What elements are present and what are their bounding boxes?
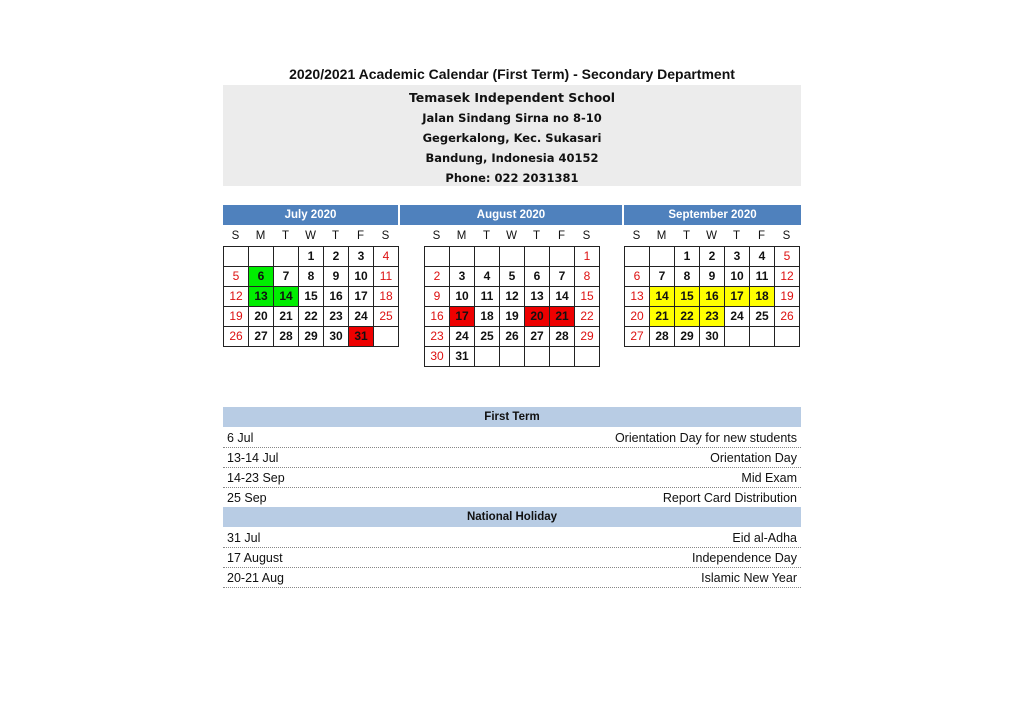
calendar-day-cell: 2 xyxy=(700,247,725,267)
calendar-day-cell: 12 xyxy=(500,287,525,307)
calendar-day-cell: 8 xyxy=(575,267,600,287)
calendar-day-cell: 4 xyxy=(374,247,399,267)
calendar-day-cell: 17 xyxy=(725,287,750,307)
calendar-day-cell: 13 xyxy=(625,287,650,307)
calendar-day-cell: 6 xyxy=(625,267,650,287)
calendar-week-row xyxy=(425,267,600,287)
calendar-day-cell: 7 xyxy=(550,267,575,287)
calendar-day-cell: 6 xyxy=(249,267,274,287)
school-name: Temasek Independent School xyxy=(408,90,616,105)
calendar-day-cell: 9 xyxy=(324,267,349,287)
holiday-date: 20-21 Aug xyxy=(227,571,284,585)
calendar-day-cell: 29 xyxy=(675,327,700,347)
weekday-label: F xyxy=(356,230,365,242)
event-description: Report Card Distribution xyxy=(662,491,797,505)
calendar-day-cell: 15 xyxy=(299,287,324,307)
calendar-day-cell: 16 xyxy=(425,307,450,327)
calendar-empty-cell xyxy=(775,327,800,347)
calendar-day-cell: 25 xyxy=(475,327,500,347)
calendar-day-cell: 20 xyxy=(525,307,550,327)
calendar-day-cell: 2 xyxy=(425,267,450,287)
calendar-day-cell: 8 xyxy=(675,267,700,287)
calendar-day-cell: 28 xyxy=(274,327,299,347)
calendar-day-cell: 19 xyxy=(224,307,249,327)
calendar-day-cell: 1 xyxy=(675,247,700,267)
calendar-day-cell: 21 xyxy=(550,307,575,327)
calendar-empty-cell xyxy=(650,247,675,267)
calendar-week-row xyxy=(625,247,800,267)
weekday-row-august xyxy=(424,228,599,244)
calendar-day-cell: 24 xyxy=(349,307,374,327)
calendar-day-cell: 30 xyxy=(425,347,450,367)
calendar-grid-september xyxy=(624,246,800,347)
calendar-week-row xyxy=(425,327,600,347)
calendar-empty-cell xyxy=(500,347,525,367)
calendar-day-cell: 14 xyxy=(274,287,299,307)
page-title: 2020/2021 Academic Calendar (First Term) - Secondary Department xyxy=(289,66,735,82)
calendar-empty-cell xyxy=(249,247,274,267)
calendar-day-cell: 30 xyxy=(324,327,349,347)
calendar-week-row xyxy=(224,267,399,287)
calendar-week-row xyxy=(625,287,800,307)
calendar-day-cell: 3 xyxy=(349,247,374,267)
school-address-line1: Jalan Sindang Sirna no 8-10 xyxy=(422,111,602,125)
calendar-day-cell: 7 xyxy=(274,267,299,287)
calendar-day-cell: 28 xyxy=(650,327,675,347)
holiday-date: 31 Jul xyxy=(227,531,261,545)
weekday-row-september xyxy=(624,228,799,244)
national-holiday-header: National Holiday xyxy=(223,507,801,527)
calendar-day-cell: 11 xyxy=(374,267,399,287)
calendar-day-cell: 13 xyxy=(525,287,550,307)
holiday-row xyxy=(223,548,801,568)
calendar-grid-august xyxy=(424,246,600,367)
weekday-label: S xyxy=(632,230,641,242)
calendar-day-cell: 21 xyxy=(274,307,299,327)
calendar-day-cell: 26 xyxy=(500,327,525,347)
calendar-day-cell: 17 xyxy=(349,287,374,307)
calendar-week-row xyxy=(425,247,600,267)
event-date: 25 Sep xyxy=(227,491,267,505)
weekday-label: S xyxy=(582,230,591,242)
calendar-day-cell: 23 xyxy=(425,327,450,347)
calendar-day-cell: 10 xyxy=(349,267,374,287)
weekday-label: T xyxy=(532,230,541,242)
event-date: 13-14 Jul xyxy=(227,451,279,465)
calendar-week-row xyxy=(425,307,600,327)
calendar-day-cell: 18 xyxy=(374,287,399,307)
calendar-day-cell: 16 xyxy=(700,287,725,307)
calendar-empty-cell xyxy=(425,247,450,267)
event-row xyxy=(223,468,801,488)
calendar-day-cell: 6 xyxy=(525,267,550,287)
holiday-row xyxy=(223,568,801,588)
weekday-label: T xyxy=(331,230,340,242)
calendar-day-cell: 19 xyxy=(500,307,525,327)
holiday-date: 17 August xyxy=(227,551,283,565)
weekday-label: W xyxy=(305,230,316,242)
calendar-day-cell: 5 xyxy=(224,267,249,287)
calendar-day-cell: 8 xyxy=(299,267,324,287)
calendar-day-cell: 24 xyxy=(450,327,475,347)
calendar-day-cell: 11 xyxy=(475,287,500,307)
calendar-day-cell: 29 xyxy=(575,327,600,347)
calendar-day-cell: 1 xyxy=(299,247,324,267)
weekday-label: W xyxy=(506,230,517,242)
calendar-day-cell: 12 xyxy=(224,287,249,307)
calendar-day-cell: 23 xyxy=(700,307,725,327)
calendar-empty-cell xyxy=(224,247,249,267)
calendar-day-cell: 14 xyxy=(650,287,675,307)
calendar-day-cell: 12 xyxy=(775,267,800,287)
weekday-label: M xyxy=(255,230,266,242)
calendar-week-row xyxy=(425,347,600,367)
calendar-empty-cell xyxy=(525,347,550,367)
event-description: Mid Exam xyxy=(741,471,797,485)
weekday-label: T xyxy=(482,230,491,242)
weekday-label: M xyxy=(456,230,467,242)
calendar-week-row xyxy=(224,307,399,327)
calendar-day-cell: 10 xyxy=(450,287,475,307)
holiday-description: Islamic New Year xyxy=(701,571,797,585)
calendar-empty-cell xyxy=(750,327,775,347)
holiday-row xyxy=(223,528,801,548)
weekday-label: F xyxy=(557,230,566,242)
calendar-day-cell: 24 xyxy=(725,307,750,327)
calendar-day-cell: 22 xyxy=(675,307,700,327)
calendar-empty-cell xyxy=(550,347,575,367)
weekday-label: S xyxy=(782,230,791,242)
calendar-week-row xyxy=(224,327,399,347)
calendar-week-row xyxy=(224,287,399,307)
calendar-day-cell: 22 xyxy=(575,307,600,327)
calendar-day-cell: 26 xyxy=(775,307,800,327)
month-header-august: August 2020 xyxy=(400,205,622,225)
calendar-empty-cell xyxy=(475,347,500,367)
school-phone: Phone: 022 2031381 xyxy=(445,171,579,185)
calendar-day-cell: 22 xyxy=(299,307,324,327)
event-row xyxy=(223,488,801,508)
weekday-label: T xyxy=(682,230,691,242)
calendar-day-cell: 4 xyxy=(750,247,775,267)
weekday-label: F xyxy=(757,230,766,242)
month-header-september: September 2020 xyxy=(624,205,801,225)
calendar-day-cell: 27 xyxy=(525,327,550,347)
event-description: Orientation Day for new students xyxy=(614,431,797,445)
calendar-day-cell: 29 xyxy=(299,327,324,347)
calendar-day-cell: 10 xyxy=(725,267,750,287)
holiday-description: Independence Day xyxy=(692,551,797,565)
weekday-label: T xyxy=(732,230,741,242)
weekday-label: M xyxy=(656,230,667,242)
calendar-day-cell: 5 xyxy=(500,267,525,287)
calendar-day-cell: 14 xyxy=(550,287,575,307)
calendar-empty-cell xyxy=(450,247,475,267)
calendar-day-cell: 18 xyxy=(750,287,775,307)
school-address-line2: Gegerkalong, Kec. Sukasari xyxy=(422,131,602,145)
weekday-label: W xyxy=(706,230,717,242)
calendar-week-row xyxy=(625,307,800,327)
calendar-day-cell: 2 xyxy=(324,247,349,267)
calendar-day-cell: 9 xyxy=(425,287,450,307)
weekday-label: S xyxy=(432,230,441,242)
calendar-day-cell: 11 xyxy=(750,267,775,287)
calendar-day-cell: 18 xyxy=(475,307,500,327)
calendar-empty-cell xyxy=(725,327,750,347)
calendar-day-cell: 7 xyxy=(650,267,675,287)
calendar-day-cell: 30 xyxy=(700,327,725,347)
calendar-day-cell: 31 xyxy=(450,347,475,367)
calendar-day-cell: 16 xyxy=(324,287,349,307)
event-row xyxy=(223,428,801,448)
calendar-empty-cell xyxy=(525,247,550,267)
event-date: 6 Jul xyxy=(227,431,254,445)
calendar-day-cell: 31 xyxy=(349,327,374,347)
calendar-week-row xyxy=(625,267,800,287)
calendar-day-cell: 27 xyxy=(249,327,274,347)
calendar-empty-cell xyxy=(550,247,575,267)
calendar-day-cell: 3 xyxy=(725,247,750,267)
calendar-day-cell: 9 xyxy=(700,267,725,287)
calendar-day-cell: 17 xyxy=(450,307,475,327)
school-info-box xyxy=(223,85,801,186)
calendar-empty-cell xyxy=(374,327,399,347)
weekday-label: S xyxy=(231,230,240,242)
calendar-day-cell: 1 xyxy=(575,247,600,267)
calendar-week-row xyxy=(625,327,800,347)
calendar-day-cell: 15 xyxy=(675,287,700,307)
calendar-day-cell: 21 xyxy=(650,307,675,327)
calendar-week-row xyxy=(224,247,399,267)
event-row xyxy=(223,448,801,468)
weekday-label: S xyxy=(381,230,390,242)
month-header-july: July 2020 xyxy=(223,205,398,225)
calendar-day-cell: 28 xyxy=(550,327,575,347)
calendar-day-cell: 5 xyxy=(775,247,800,267)
first-term-header: First Term xyxy=(223,407,801,427)
calendar-day-cell: 13 xyxy=(249,287,274,307)
calendar-day-cell: 25 xyxy=(374,307,399,327)
calendar-empty-cell xyxy=(475,247,500,267)
calendar-day-cell: 20 xyxy=(625,307,650,327)
calendar-day-cell: 19 xyxy=(775,287,800,307)
calendar-day-cell: 23 xyxy=(324,307,349,327)
event-date: 14-23 Sep xyxy=(227,471,285,485)
weekday-label: T xyxy=(281,230,290,242)
calendar-empty-cell xyxy=(625,247,650,267)
holiday-description: Eid al-Adha xyxy=(732,531,797,545)
calendar-grid-july xyxy=(223,246,399,347)
school-city: Bandung, Indonesia 40152 xyxy=(425,151,599,165)
calendar-day-cell: 27 xyxy=(625,327,650,347)
event-description: Orientation Day xyxy=(710,451,797,465)
calendar-day-cell: 26 xyxy=(224,327,249,347)
calendar-day-cell: 25 xyxy=(750,307,775,327)
calendar-empty-cell xyxy=(500,247,525,267)
calendar-day-cell: 4 xyxy=(475,267,500,287)
calendar-empty-cell xyxy=(274,247,299,267)
calendar-day-cell: 15 xyxy=(575,287,600,307)
calendar-day-cell: 20 xyxy=(249,307,274,327)
weekday-row-july xyxy=(223,228,398,244)
calendar-week-row xyxy=(425,287,600,307)
calendar-empty-cell xyxy=(575,347,600,367)
calendar-day-cell: 3 xyxy=(450,267,475,287)
